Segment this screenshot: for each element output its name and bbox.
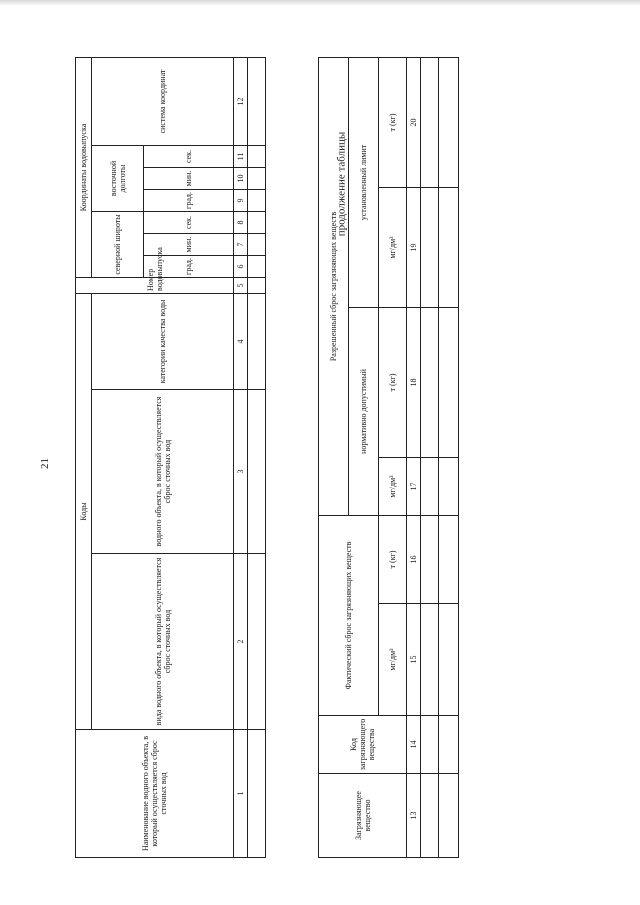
unit-sec: сек. <box>144 212 234 234</box>
col-number: 15 <box>407 604 421 716</box>
col-number: 19 <box>407 188 421 308</box>
unit-mg: мг/дм³ <box>379 188 407 308</box>
data-cell <box>248 57 266 145</box>
data-cell <box>421 57 439 187</box>
data-cell <box>248 190 266 212</box>
col-number: 5 <box>234 278 248 294</box>
data-cell <box>439 458 459 516</box>
scan-edge <box>0 0 640 6</box>
col-number: 3 <box>234 390 248 554</box>
col-number: 20 <box>407 57 421 187</box>
data-cell <box>248 294 266 390</box>
data-cell <box>248 234 266 256</box>
header-system: система координат <box>92 57 234 145</box>
unit-min: мин. <box>144 234 234 256</box>
outlet-table <box>75 57 266 858</box>
unit-mg: мг/дм³ <box>379 604 407 716</box>
header-actual: Фактический сброс загрязняющих веществ <box>319 516 379 716</box>
header-allowed: Разрешенный сброс загрязняющих веществ <box>319 57 349 515</box>
data-cell <box>439 188 459 308</box>
col-number: 6 <box>234 256 248 278</box>
data-cell <box>248 278 266 294</box>
unit-sec: сек. <box>144 146 234 168</box>
discharge-table <box>318 57 459 858</box>
header-code-type: вида водного объекта, в который осуществляется сброс сточных вод <box>92 554 234 730</box>
data-cell <box>248 554 266 730</box>
data-cell <box>421 188 439 308</box>
col-number: 2 <box>234 554 248 730</box>
header-substance-code: Код загрязняющего вещества <box>319 716 407 774</box>
page-number: 21 <box>39 458 51 469</box>
data-cell <box>421 308 439 458</box>
col-number: 1 <box>234 730 248 858</box>
unit-t: т (кг) <box>379 308 407 458</box>
col-number: 11 <box>234 146 248 168</box>
col-number: 7 <box>234 234 248 256</box>
header-substance: Загрязняющее вещество <box>319 774 407 858</box>
data-cell <box>248 168 266 190</box>
col-number: 4 <box>234 294 248 390</box>
data-cell <box>439 604 459 716</box>
unit-t: т (кг) <box>379 57 407 187</box>
header-code-quality: категории качества воды <box>92 294 234 390</box>
data-cell <box>248 256 266 278</box>
unit-t: т (кг) <box>379 516 407 604</box>
header-water-object: Наименование водного объекта, в который осуществляется сброс сточных вод <box>76 730 234 858</box>
col-number: 17 <box>407 458 421 516</box>
col-number: 16 <box>407 516 421 604</box>
unit-mg: мг/дм³ <box>379 458 407 516</box>
unit-min: мин. <box>144 168 234 190</box>
col-number: 12 <box>234 57 248 145</box>
data-cell <box>421 604 439 716</box>
data-cell <box>439 716 459 774</box>
header-codes: Коды <box>76 294 92 730</box>
header-code-object: водного объекта, в который осуществляется сброс сточных вод <box>92 390 234 554</box>
header-coords: Координаты водовыпуска <box>76 57 92 277</box>
header-limit: установленный лимит <box>349 57 379 307</box>
col-number: 18 <box>407 308 421 458</box>
data-cell <box>421 458 439 516</box>
header-east: восточной долготы <box>92 146 144 212</box>
data-cell <box>421 774 439 858</box>
data-cell <box>248 390 266 554</box>
col-number: 13 <box>407 774 421 858</box>
data-cell <box>439 516 459 604</box>
header-outlet-number: Номер водовыпуска <box>76 278 234 294</box>
data-cell <box>439 308 459 458</box>
col-number: 8 <box>234 212 248 234</box>
data-cell <box>439 57 459 187</box>
header-normative: нормативно допустимый <box>349 308 379 516</box>
continuation-label: продолжение таблицы <box>335 131 348 237</box>
header-north: северной широты <box>92 212 144 278</box>
data-cell <box>248 212 266 234</box>
col-number: 9 <box>234 190 248 212</box>
data-cell <box>439 774 459 858</box>
unit-deg: град. <box>144 256 234 278</box>
data-cell <box>421 516 439 604</box>
data-cell <box>421 716 439 774</box>
data-cell <box>248 146 266 168</box>
data-cell <box>248 730 266 858</box>
col-number: 10 <box>234 168 248 190</box>
unit-deg: град. <box>144 190 234 212</box>
col-number: 14 <box>407 716 421 774</box>
